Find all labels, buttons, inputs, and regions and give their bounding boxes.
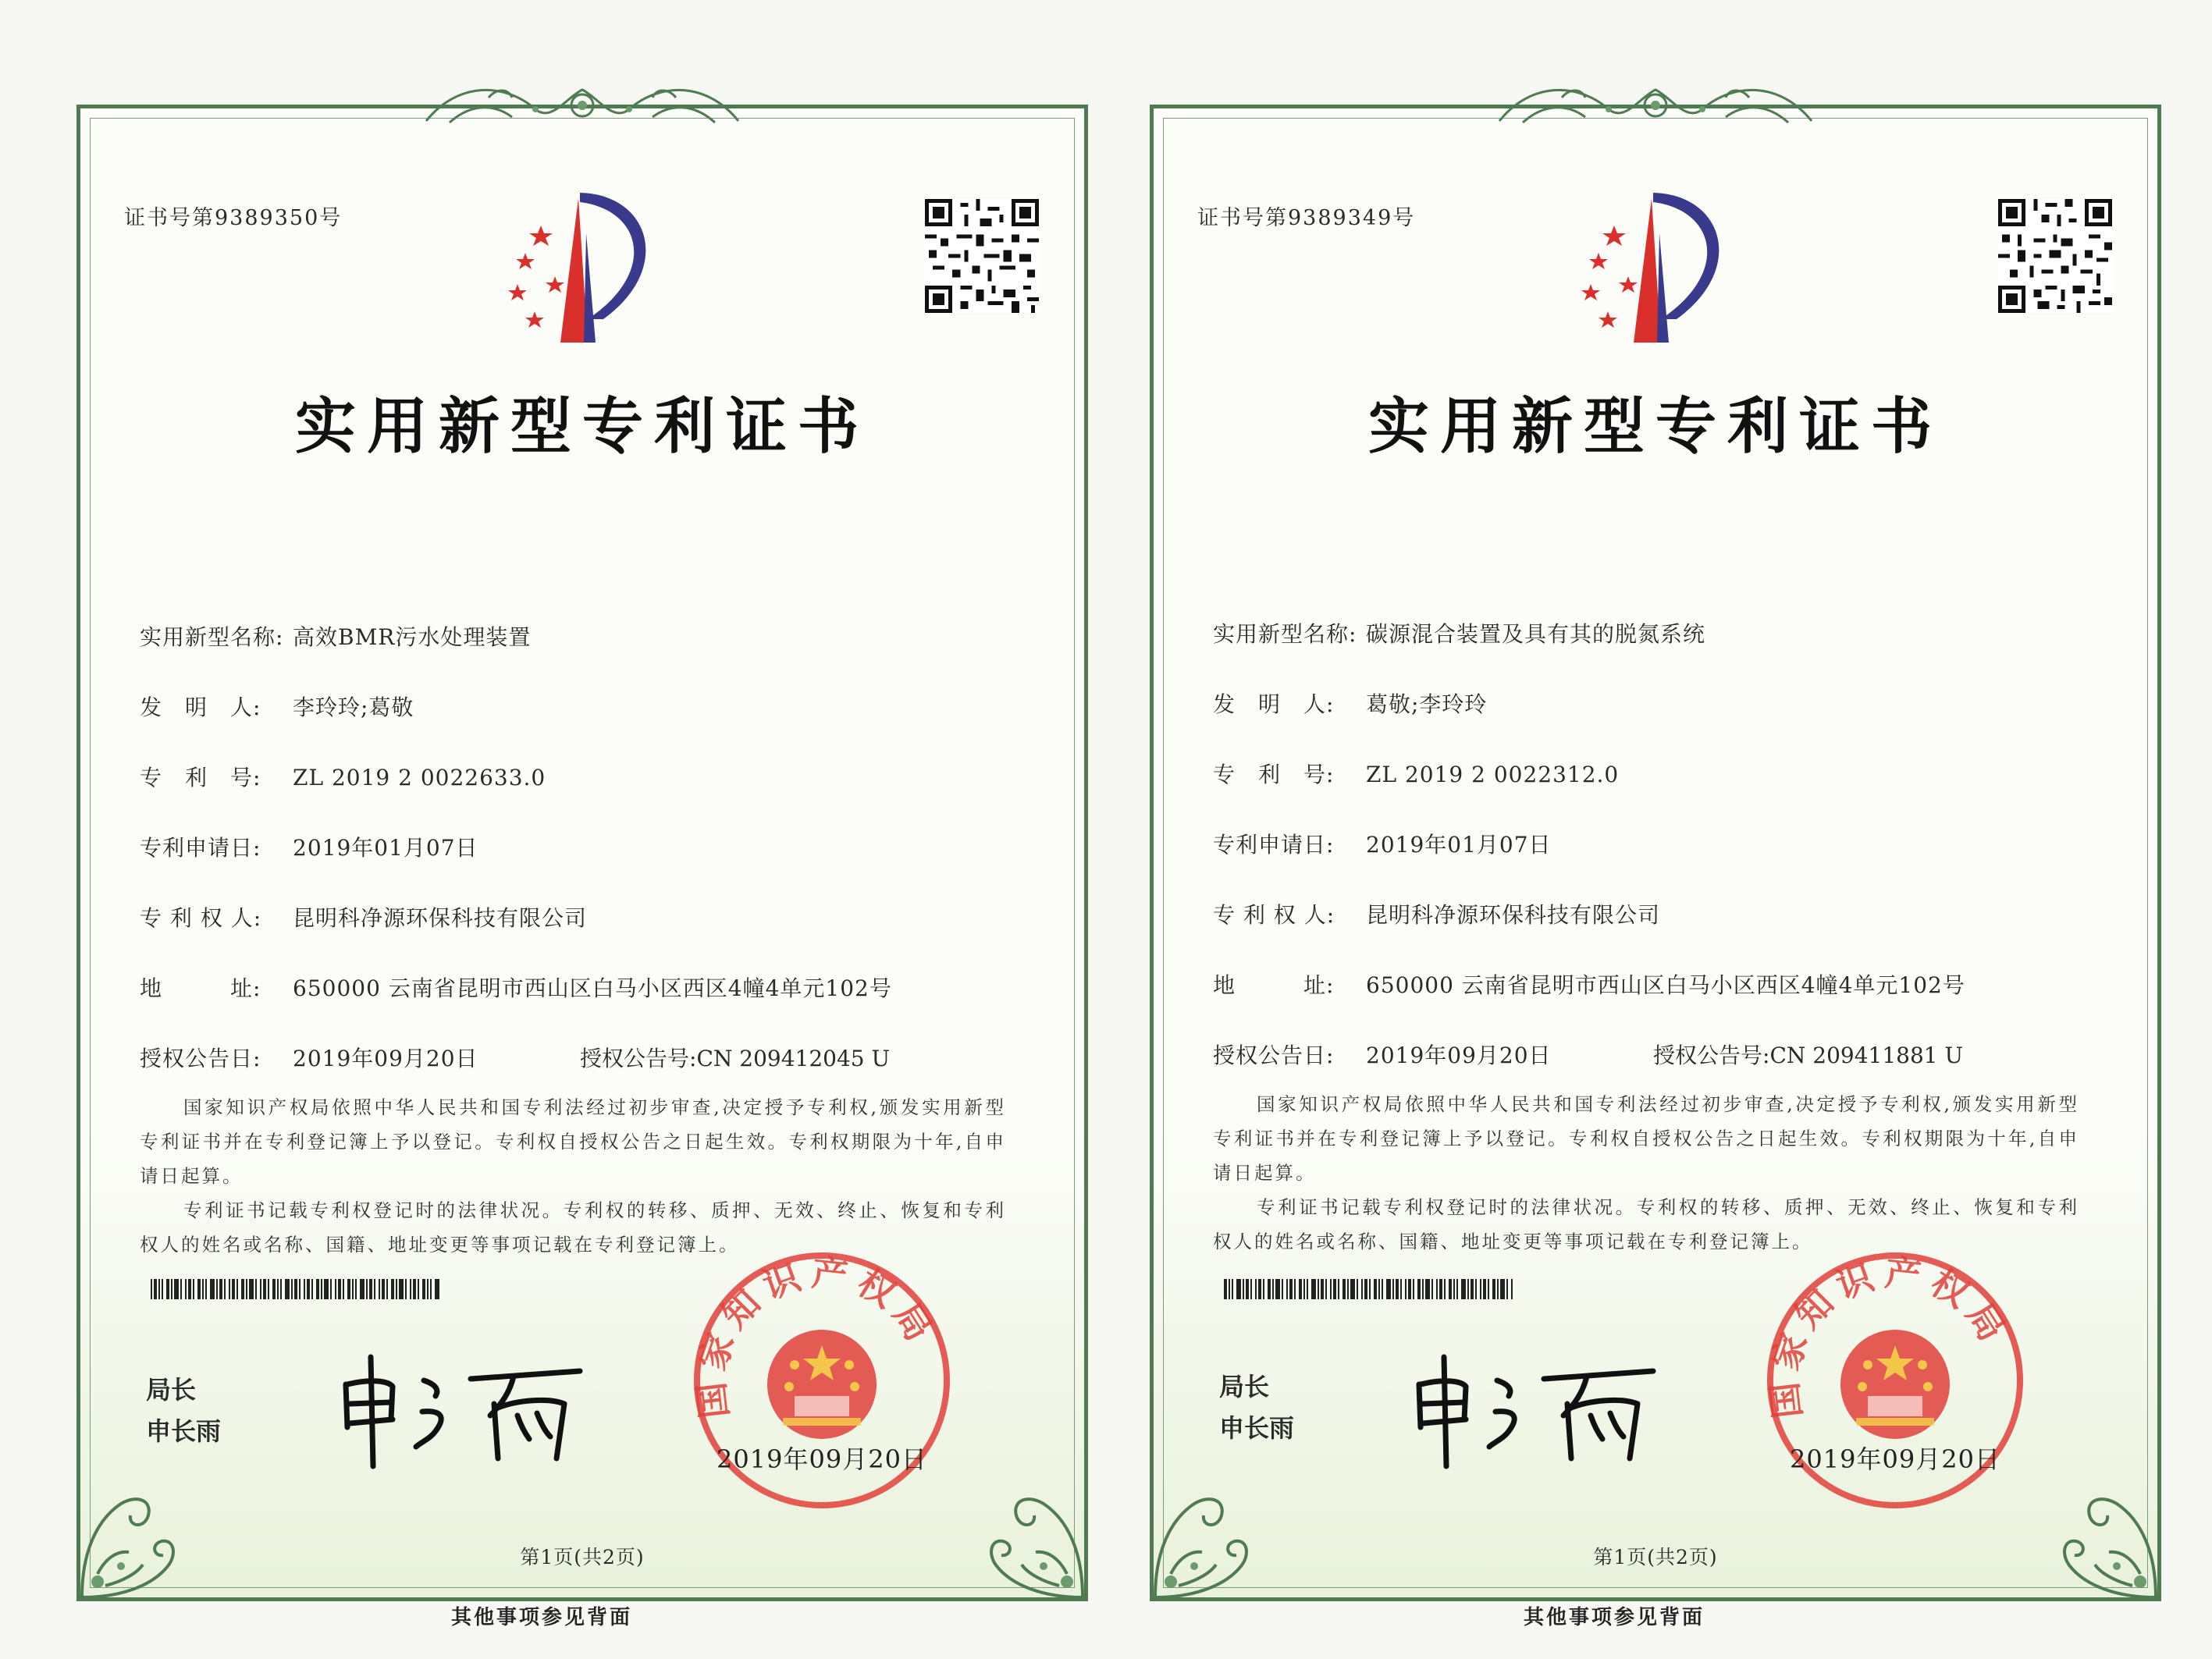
field-value: 李玲玲;葛敬 — [293, 695, 414, 720]
signature-icon — [330, 1341, 588, 1474]
legal-paragraph-1: 国家知识产权局依照中华人民共和国专利法经过初步审查,决定授予专利权,颁发实用新型专利证书并在专利登记簿上予以登记。专利权自授权公告之日起生效。专利权期限为十年,自申请日起算。 — [1213, 1093, 2079, 1184]
field-value: 650000 云南省昆明市西山区白马小区西区4幢4单元102号 — [293, 975, 892, 1001]
field-label: 发 明 人: — [1213, 691, 1335, 717]
filing-date-row — [1213, 828, 1552, 859]
field-value: 2019年09月20日 — [1366, 1043, 1552, 1068]
corner-ornament-icon — [2031, 1457, 2164, 1605]
grant-date-row — [140, 1042, 478, 1073]
cnipa-emblem-icon — [1559, 187, 1747, 358]
certificate-number: 证书号第9389350号 — [124, 206, 343, 230]
field-label: 授权公告号: — [1653, 1043, 1770, 1068]
field-value: ZL 2019 2 0022633.0 — [293, 765, 546, 790]
legal-paragraph-2: 专利证书记载专利权登记时的法律状况。专利权的转移、质押、无效、终止、恢复和专利权人的姓名或名称、国籍、地址变更等事项记载在专利登记簿上。 — [140, 1199, 1006, 1256]
legal-statement — [1213, 1087, 2079, 1259]
filing-date-row — [140, 831, 478, 862]
certificate-title: 实用新型专利证书 — [294, 391, 870, 462]
field-label: 实用新型名称: — [1213, 621, 1357, 647]
seal-date: 2019年09月20日 — [717, 1444, 927, 1474]
address-row — [140, 972, 892, 1003]
field-value: 碳源混合装置及具有其的脱氮系统 — [1366, 621, 1706, 647]
field-value: 2019年09月20日 — [293, 1046, 478, 1071]
back-note: 其他事项参见背面 — [451, 1606, 633, 1629]
cnipa-emblem-icon — [486, 187, 674, 358]
field-value: 昆明科净源环保科技有限公司 — [1366, 902, 1661, 928]
grant-date-row — [1213, 1039, 1552, 1070]
certificate-right — [1150, 105, 2161, 1601]
grant-number-row — [580, 1042, 890, 1073]
page-number: 第1页(共2页) — [520, 1546, 645, 1568]
field-value: 葛敬;李玲玲 — [1366, 691, 1488, 717]
signature-icon — [1403, 1341, 1661, 1474]
corner-ornament-icon — [74, 1457, 207, 1605]
field-label: 地 址: — [140, 975, 261, 1001]
field-label: 专 利 权 人: — [140, 905, 262, 931]
field-label: 发 明 人: — [140, 695, 261, 720]
top-ornament-icon — [411, 74, 754, 137]
field-label: 专利申请日: — [140, 835, 261, 861]
field-value: ZL 2019 2 0022312.0 — [1366, 762, 1620, 787]
field-label: 专 利 号: — [1213, 762, 1335, 787]
grant-number-row — [1653, 1039, 1963, 1070]
field-label: 专 利 号: — [140, 765, 261, 790]
page-number: 第1页(共2页) — [1593, 1546, 1718, 1568]
seal-text: 国家知识产权局 — [689, 1251, 944, 1421]
field-label: 专 利 权 人: — [1213, 902, 1335, 928]
seal-text: 国家知识产权局 — [1762, 1251, 2018, 1421]
field-value: 650000 云南省昆明市西山区白马小区西区4幢4单元102号 — [1366, 972, 1965, 998]
field-value: CN 209411881 U — [1769, 1043, 1964, 1068]
field-label: 授权公告日: — [140, 1046, 261, 1071]
patent-number-row — [140, 761, 546, 792]
corner-ornament-icon — [958, 1457, 1090, 1605]
patentee-row — [140, 901, 587, 933]
director-title: 局长 — [1219, 1372, 1270, 1401]
field-value: 2019年01月07日 — [1366, 832, 1552, 858]
seal-date: 2019年09月20日 — [1790, 1444, 2000, 1474]
barcode-icon — [151, 1279, 441, 1299]
qr-code-icon — [1998, 199, 2112, 313]
field-label: 授权公告日: — [1213, 1043, 1335, 1068]
inventor-row — [1213, 687, 1487, 719]
director-title: 局长 — [146, 1375, 197, 1405]
patent-number-row — [1213, 758, 1619, 789]
utility-model-name-row — [140, 620, 531, 652]
certificate-title: 实用新型专利证书 — [1367, 391, 1943, 462]
field-label: 授权公告号: — [580, 1046, 697, 1071]
field-label: 专利申请日: — [1213, 832, 1335, 858]
utility-model-name-row — [1213, 617, 1705, 648]
legal-statement — [140, 1090, 1006, 1262]
field-value: 昆明科净源环保科技有限公司 — [293, 905, 588, 931]
legal-paragraph-1: 国家知识产权局依照中华人民共和国专利法经过初步审查,决定授予专利权,颁发实用新型专利证书并在专利登记簿上予以登记。专利权自授权公告之日起生效。专利权期限为十年,自申请日起算。 — [140, 1096, 1006, 1187]
corner-ornament-icon — [1147, 1457, 1280, 1605]
back-note: 其他事项参见背面 — [1524, 1606, 1705, 1629]
field-value: CN 209412045 U — [696, 1046, 891, 1071]
director-name: 申长雨 — [1219, 1413, 1295, 1443]
barcode-icon — [1224, 1279, 1514, 1299]
top-ornament-icon — [1484, 74, 1827, 137]
certificate-left — [76, 105, 1088, 1601]
patentee-row — [1213, 898, 1660, 929]
address-row — [1213, 968, 1965, 1000]
legal-paragraph-2: 专利证书记载专利权登记时的法律状况。专利权的转移、质押、无效、终止、恢复和专利权人的姓名或名称、国籍、地址变更等事项记载在专利登记簿上。 — [1213, 1196, 2079, 1252]
certificate-number: 证书号第9389349号 — [1197, 206, 1416, 230]
inventor-row — [140, 691, 414, 722]
field-label: 实用新型名称: — [140, 624, 284, 650]
qr-code-icon — [925, 199, 1039, 313]
field-label: 地 址: — [1213, 972, 1335, 998]
field-value: 2019年01月07日 — [293, 835, 478, 861]
director-name: 申长雨 — [146, 1416, 222, 1446]
field-value: 高效BMR污水处理装置 — [293, 624, 532, 650]
